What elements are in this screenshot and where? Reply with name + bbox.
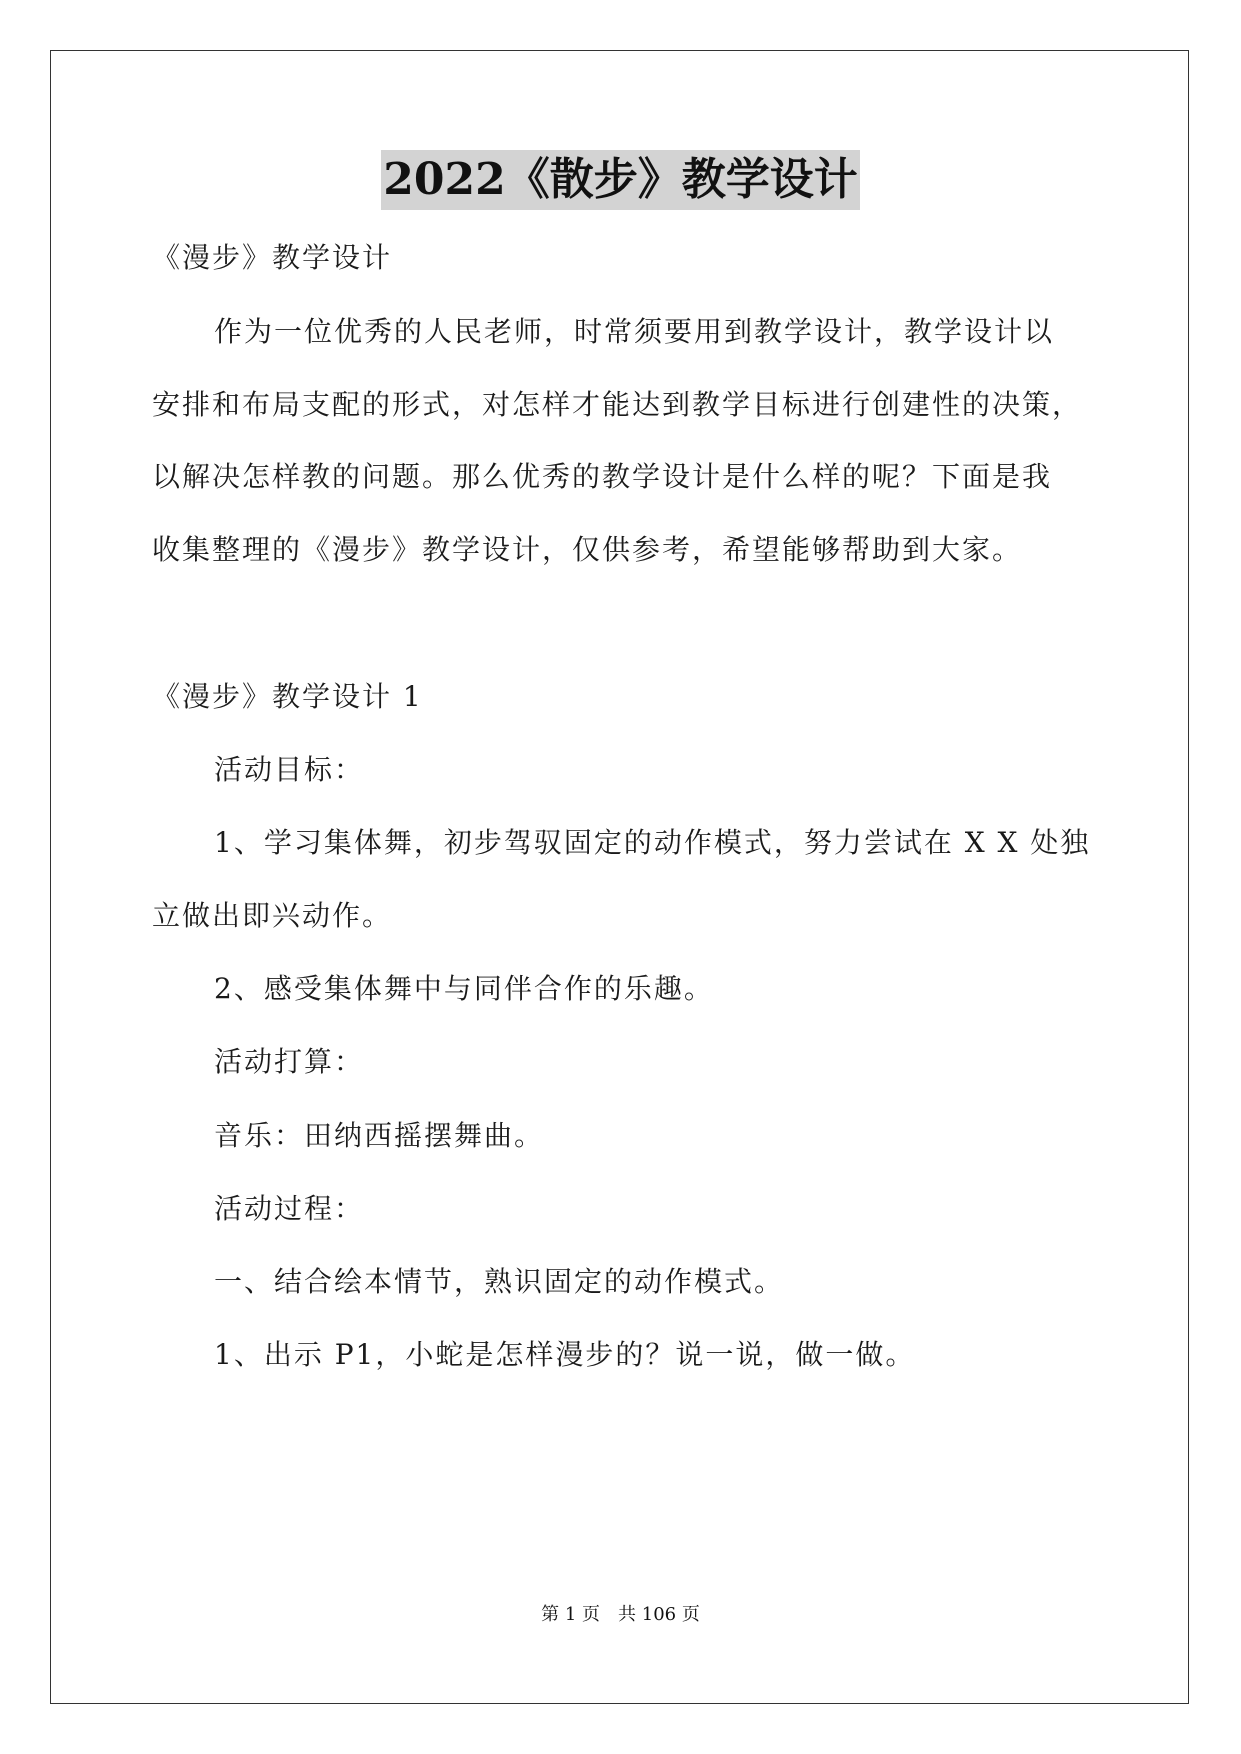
paragraph-line: 以解决怎样教的问题。那么优秀的教学设计是什么样的呢？下面是我	[152, 460, 1053, 493]
paragraph-line: 2、感受集体舞中与同伴合作的乐趣。	[214, 972, 714, 1005]
paragraph-line: 音乐：田纳西摇摆舞曲。	[214, 1119, 545, 1152]
page-number-footer: 第 1 页 共 106 页	[541, 1604, 700, 1625]
paragraph-line: 作为一位优秀的人民老师，时常须要用到教学设计，教学设计以	[214, 315, 1055, 348]
paragraph-line: 活动过程：	[214, 1192, 365, 1225]
section-heading: 《漫步》教学设计 1	[152, 680, 423, 713]
page-border	[50, 50, 1189, 1704]
paragraph-line: 活动打算：	[214, 1045, 365, 1078]
paragraph-line: 一、结合绘本情节，熟识固定的动作模式。	[214, 1265, 785, 1298]
paragraph-line: 收集整理的《漫步》教学设计，仅供参考，希望能够帮助到大家。	[152, 533, 1023, 566]
subtitle-line: 《漫步》教学设计	[152, 241, 393, 274]
paragraph-line: 1、学习集体舞，初步驾驭固定的动作模式，努力尝试在 X X 处独	[214, 826, 1091, 859]
document-title: 2022《散步》教学设计	[381, 150, 859, 210]
paragraph-line: 活动目标：	[214, 753, 365, 786]
paragraph-line: 1、出示 P1，小蛇是怎样漫步的？说一说，做一做。	[214, 1338, 916, 1371]
paragraph-line: 立做出即兴动作。	[152, 899, 393, 932]
title-container	[0, 150, 1241, 210]
paragraph-line: 安排和布局支配的形式，对怎样才能达到教学目标进行创建性的决策，	[152, 388, 1083, 421]
